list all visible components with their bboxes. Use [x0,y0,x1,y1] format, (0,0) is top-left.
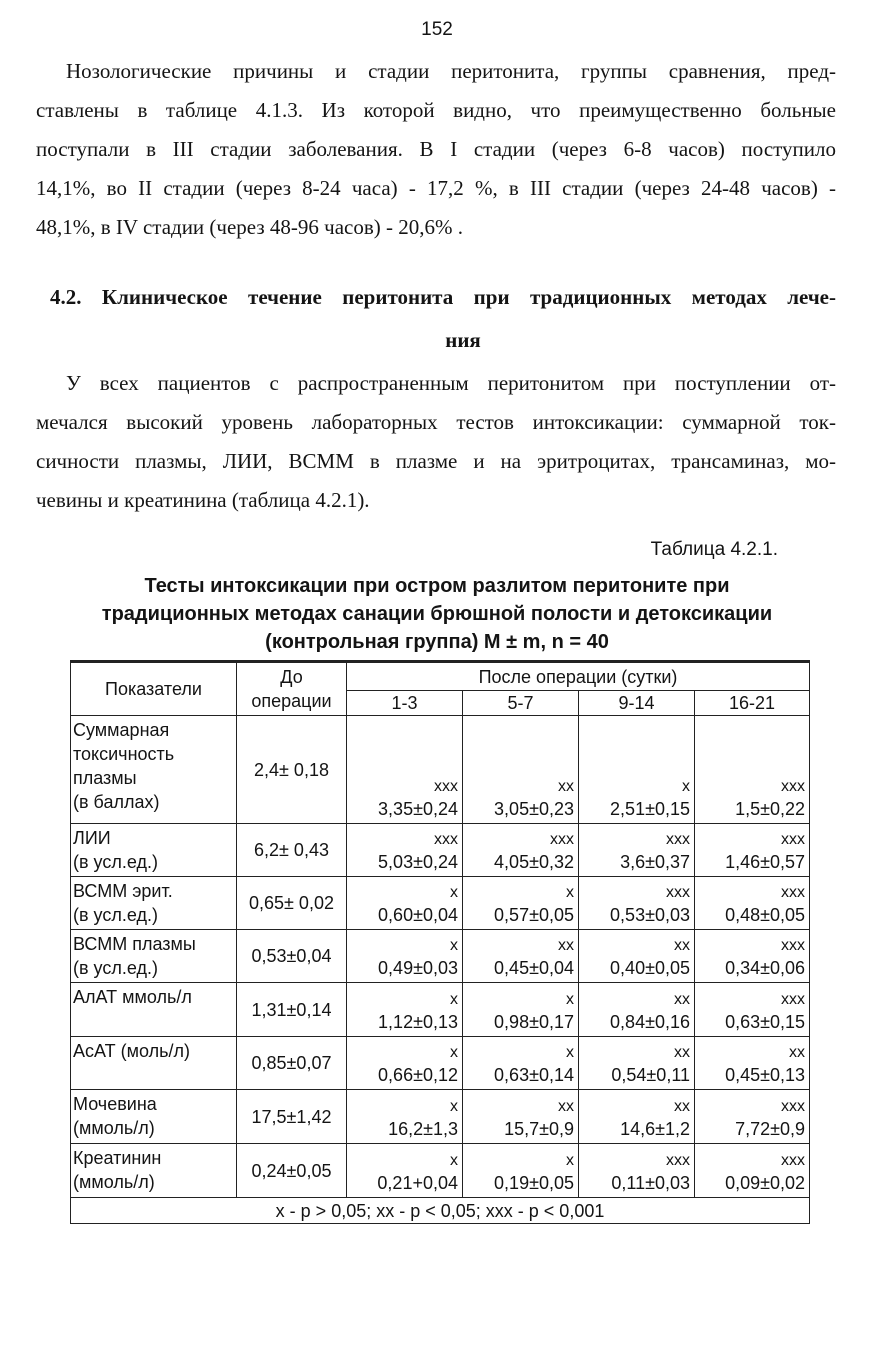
page-number: 152 [421,19,453,40]
mean-value: 0,63±0,15 [725,1012,806,1032]
mean-value: 5,03±0,24 [378,852,458,872]
preop-value-cell: 0,53±0,04 [237,930,347,983]
postop-value-cell [463,930,579,983]
section-heading-line: ния [445,328,481,352]
indicator-name-line: (в усл.ед.) [73,852,158,872]
significance-mark: ххх [666,831,690,848]
significance-mark: ххх [666,884,690,901]
postop-value-cell [695,824,810,877]
mean-value: 0,53±0,03 [610,905,690,925]
indicator-name-line: Креатинин [73,1148,162,1168]
significance-mark: х [566,1044,574,1061]
postop-value-cell [347,930,463,983]
table-row [71,1144,810,1198]
text-line: Нозологические причины и стадии перитонита, группы сравнения, пред- [66,59,836,83]
mean-value: 0,54±0,11 [611,1065,690,1085]
significance-mark: ххх [781,778,806,795]
indicator-name-line: (ммоль/л) [73,1118,155,1138]
postop-value-cell [347,716,463,824]
mean-value: 1,5±0,22 [735,799,806,819]
text-line: 14,1%, во II стадии (через 8-24 часа) - 17,2 %, в III стадии (через 24-48 часов) - [36,176,836,200]
indicator-name-cell [71,716,237,824]
mean-value: 2,51±0,15 [610,799,690,819]
postop-value-cell [695,716,810,824]
significance-mark: ххх [781,937,806,954]
postop-value-cell [463,1144,579,1198]
table-row [71,1037,810,1090]
postop-value-cell [347,983,463,1037]
text-line: чевины и креатинина (таблица 4.2.1). [36,488,370,512]
intoxication-tests-table [70,660,810,1224]
section-heading-line: 4.2. Клиническое течение перитонита при традиционных методах лече- [50,285,836,309]
postop-value-cell [463,1037,579,1090]
indicator-name-cell [71,1037,237,1090]
header-before-line: До [280,667,303,687]
significance-mark: х [682,778,690,795]
table-row [71,930,810,983]
paragraph-intoxication [36,364,836,520]
mean-value: 0,49±0,03 [378,958,458,978]
significance-mark: хх [558,937,574,954]
preop-value-cell: 1,31±0,14 [237,983,347,1037]
significance-mark: ххх [434,831,458,848]
postop-value-cell [579,716,695,824]
preop-value-cell: 2,4± 0,18 [237,716,347,824]
postop-value-cell [347,824,463,877]
indicator-name-cell [71,983,237,1037]
table-row [71,877,810,930]
text-line: ставлены в таблице 4.1.3. Из которой видно, что преимущественно больные [36,98,836,122]
table-header-row [71,662,810,691]
mean-value: 3,05±0,23 [494,799,574,819]
header-day-range: 9-14 [579,691,695,716]
mean-value: 1,46±0,57 [725,852,806,872]
preop-value-cell: 17,5±1,42 [237,1090,347,1144]
postop-value-cell [579,877,695,930]
preop-value-cell: 6,2± 0,43 [237,824,347,877]
significance-mark: хх [674,1098,690,1115]
postop-value-cell [695,877,810,930]
significance-mark: хх [558,1098,574,1115]
postop-value-cell [347,877,463,930]
significance-mark: х [450,1098,458,1115]
indicator-name-cell [71,930,237,983]
significance-mark: хх [674,1044,690,1061]
postop-value-cell [463,983,579,1037]
postop-value-cell [463,716,579,824]
mean-value: 0,19±0,05 [494,1173,574,1193]
indicator-name-cell [71,1090,237,1144]
table-row [71,1090,810,1144]
mean-value: 0,40±0,05 [610,958,690,978]
postop-value-cell [347,1090,463,1144]
postop-value-cell [579,1144,695,1198]
significance-mark: х [566,884,574,901]
postop-value-cell [347,1037,463,1090]
header-after-surgery: После операции (сутки) [347,662,810,691]
postop-value-cell [695,930,810,983]
section-heading [50,276,836,362]
indicator-name-line: ВСММ плазмы [73,934,196,954]
table-footnote: х - р > 0,05; хх - р < 0,05; ххх - р < 0,001 [71,1198,810,1224]
indicator-name-line: токсичность [73,744,175,764]
postop-value-cell [463,877,579,930]
table-caption: Таблица 4.2.1. [650,539,778,560]
mean-value: 0,66±0,12 [378,1065,458,1085]
header-indicators: Показатели [71,662,237,716]
table-title-line: (контрольная группа) М ± m, n = 40 [265,631,609,653]
mean-value: 7,72±0,9 [735,1119,806,1139]
header-day-range: 5-7 [463,691,579,716]
indicator-name-cell [71,877,237,930]
preop-value-cell: 0,65± 0,02 [237,877,347,930]
table-title [60,572,814,656]
significance-mark: хх [558,778,574,795]
mean-value: 0,98±0,17 [494,1012,574,1032]
significance-mark: ххх [781,1098,806,1115]
significance-mark: х [566,991,574,1008]
table-title-line: традиционных методах санации брюшной полости и детоксикации [101,603,773,625]
indicator-name-cell [71,824,237,877]
mean-value: 0,48±0,05 [725,905,806,925]
mean-value: 16,2±1,3 [388,1119,458,1139]
table-row [71,983,810,1037]
postop-value-cell [579,1090,695,1144]
table-title-line: Тесты интоксикации при остром разлитом перитоните при [144,575,730,597]
significance-mark: ххх [781,831,806,848]
mean-value: 0,84±0,16 [610,1012,690,1032]
postop-value-cell [463,824,579,877]
table-footnote-row [71,1198,810,1224]
mean-value: 1,12±0,13 [378,1012,458,1032]
mean-value: 0,45±0,13 [725,1065,806,1085]
indicator-name-line: (в усл.ед.) [73,958,158,978]
significance-mark: хх [789,1044,806,1061]
mean-value: 0,60±0,04 [378,905,458,925]
mean-value: 0,57±0,05 [494,905,574,925]
mean-value: 0,21+0,04 [377,1173,458,1193]
text-line: У всех пациентов с распространенным перитонитом при поступлении от- [66,371,836,395]
postop-value-cell [579,930,695,983]
postop-value-cell [695,983,810,1037]
significance-mark: ххх [434,778,458,795]
indicator-name-line: АлАТ ммоль/л [73,987,192,1007]
mean-value: 0,45±0,04 [494,958,574,978]
significance-mark: х [450,937,458,954]
header-before-line: операции [251,691,332,711]
significance-mark: ххх [781,1152,806,1169]
mean-value: 0,09±0,02 [725,1173,806,1193]
mean-value: 0,11±0,03 [611,1173,690,1193]
significance-mark: х [566,1152,574,1169]
indicator-name-line: плазмы [73,768,137,788]
postop-value-cell [347,1144,463,1198]
table-row [71,824,810,877]
significance-mark: хх [674,937,690,954]
significance-mark: ххх [666,1152,690,1169]
header-day-range: 16-21 [695,691,810,716]
indicator-name-line: (в баллах) [73,792,160,812]
text-line: поступали в III стадии заболевания. В I стадии (через 6-8 часов) поступило [36,137,836,161]
significance-mark: х [450,884,458,901]
postop-value-cell [695,1144,810,1198]
mean-value: 0,63±0,14 [494,1065,574,1085]
significance-mark: ххх [781,884,806,901]
significance-mark: ххх [550,831,574,848]
postop-value-cell [579,1037,695,1090]
text-line: сичности плазмы, ЛИИ, ВСММ в плазме и на эритроцитах, трансаминаз, мо- [36,449,836,473]
mean-value: 3,6±0,37 [620,852,690,872]
significance-mark: х [450,991,458,1008]
preop-value-cell: 0,85±0,07 [237,1037,347,1090]
indicator-name-line: Суммарная [73,720,170,740]
indicator-name-line: ЛИИ [73,828,111,848]
mean-value: 0,34±0,06 [725,958,806,978]
significance-mark: х [450,1044,458,1061]
postop-value-cell [695,1037,810,1090]
significance-mark: ххх [781,991,806,1008]
indicator-name-line: АсАТ (моль/л) [73,1041,190,1061]
indicator-name-cell [71,1144,237,1198]
postop-value-cell [695,1090,810,1144]
indicator-name-line: (в усл.ед.) [73,905,158,925]
text-line: мечался высокий уровень лабораторных тестов интоксикации: суммарной ток- [36,410,836,434]
significance-mark: х [450,1152,458,1169]
table-row [71,716,810,824]
paragraph-nosology [36,52,836,247]
postop-value-cell [579,983,695,1037]
mean-value: 15,7±0,9 [504,1119,574,1139]
header-day-range: 1-3 [347,691,463,716]
text-line: 48,1%, в IV стадии (через 48-96 часов) - 20,6% . [36,215,464,239]
mean-value: 3,35±0,24 [378,799,458,819]
indicator-name-line: (ммоль/л) [73,1172,155,1192]
indicator-name-line: ВСММ эрит. [73,881,173,901]
postop-value-cell [463,1090,579,1144]
indicator-name-line: Мочевина [73,1094,157,1114]
significance-mark: хх [674,991,690,1008]
header-before-surgery [237,662,347,716]
preop-value-cell: 0,24±0,05 [237,1144,347,1198]
mean-value: 4,05±0,32 [494,852,574,872]
postop-value-cell [579,824,695,877]
mean-value: 14,6±1,2 [620,1119,690,1139]
